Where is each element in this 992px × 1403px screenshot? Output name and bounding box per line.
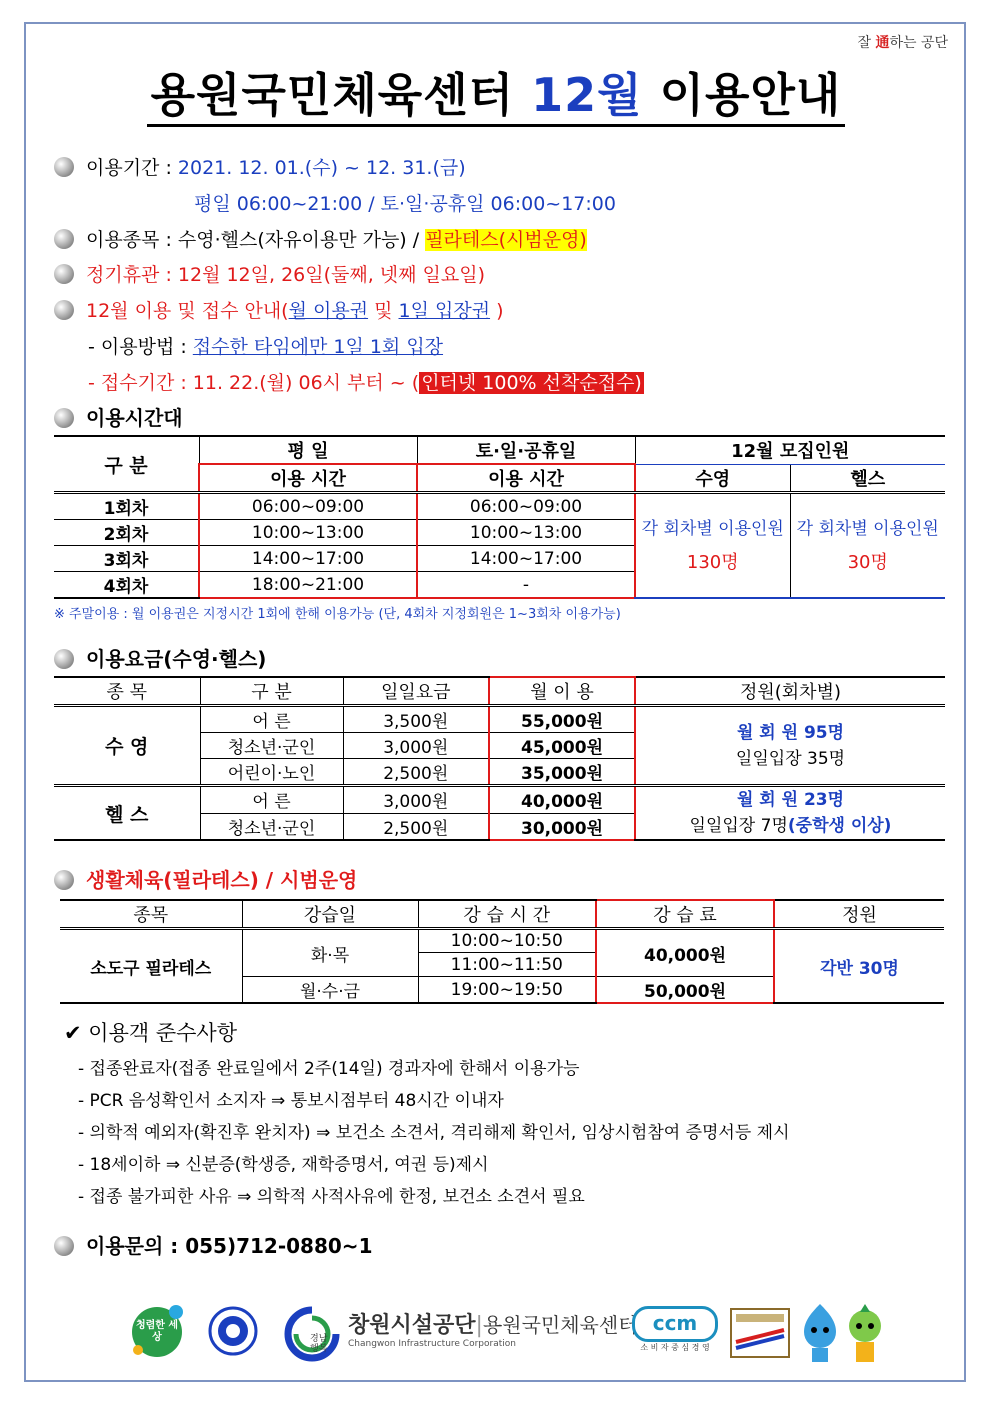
bullet-icon — [54, 157, 74, 177]
pilates-section-title: 생활체육(필라테스) / 시범운영 — [54, 864, 357, 893]
check-icon: ✔ — [64, 1021, 82, 1045]
gym-capacity: 월 회 원 23명 일일입장 7명(중학생 이상) — [635, 786, 945, 841]
fees-section-title: 이용요금(수영·헬스) — [54, 643, 266, 672]
table-row: 2회차 10:00~13:00 10:00~13:00 — [54, 520, 945, 546]
schedule-table — [54, 435, 945, 599]
org-logo: 창원시설공단|용원국민체육센터 Changwon Infrastructure Corporation — [348, 1313, 638, 1349]
hours-row: 평일 06:00~21:00 / 토·일·공휴일 06:00~17:00 — [194, 193, 616, 215]
header-recruit: 12월 모집인원 — [635, 436, 945, 464]
header-item: 종목 — [60, 900, 242, 929]
bullet-icon — [54, 408, 74, 428]
gym-recruit: 각 회차별 이용인원 30명 — [790, 493, 945, 599]
fees-table — [54, 676, 945, 841]
header-swim: 수영 — [635, 464, 790, 493]
header-time-weekend: 이용 시간 — [417, 464, 635, 493]
header-type: 구 분 — [200, 677, 343, 706]
rule-item: - 접종완료자(접종 완료일에서 2주(14일) 경과자에 한해서 이용가능 — [78, 1059, 580, 1079]
header-item: 종 목 — [54, 677, 200, 706]
header-weekday: 평 일 — [199, 436, 417, 464]
table-row: 4회차 18:00~21:00 - — [54, 572, 945, 599]
table-row: 수 영 어 른 3,500원 55,000원 월 회 원 95명 일일입장 35명 — [54, 706, 945, 733]
footer-logos — [0, 1300, 992, 1370]
page-title: 용원국민체육센터 12월 이용안내 — [0, 66, 992, 127]
header-gubun: 구 분 — [54, 436, 199, 493]
registration-row: - 접수기간 : 11. 22.(월) 06시 부터 ~ ( 인터넷 100% 선착순접수) — [88, 372, 642, 394]
table-row: 청소년·군인 2,500원 30,000원 — [54, 813, 945, 840]
rule-item: - 18세이하 ⇒ 신분증(학생증, 재학증명서, 여권 등)제시 — [78, 1155, 489, 1175]
table-row: 소도구 필라테스 화·목 10:00~10:50 40,000원 각반 30명 — [60, 929, 944, 953]
table-row: 헬 스 어 른 3,000원 40,000원 월 회 원 23명 일일입장 7명(중학생 이상) — [54, 786, 945, 814]
contact: 이용문의 : 055)712-0880~1 — [54, 1230, 372, 1259]
certification-logo — [730, 1308, 790, 1358]
table-row: 1회차 06:00~09:00 06:00~09:00 각 회차별 이용인원 130명 각 회차별 이용인원 30명 — [54, 493, 945, 520]
rule-item: - 접종 불가피한 사유 ⇒ 의학적 사적사유에 한정, 보건소 소견서 필요 — [78, 1187, 585, 1207]
header-daily: 일일요금 — [343, 677, 489, 706]
header-weekend: 토·일·공휴일 — [417, 436, 635, 464]
gyeongnam-logo: 경남 행복 — [282, 1304, 342, 1362]
table-row: 11:00~11:50 — [60, 953, 944, 977]
swim-recruit: 각 회차별 이용인원 130명 — [635, 493, 790, 599]
closed-row: 정기휴관 : 12월 12일, 26일(둘째, 넷째 일요일) — [54, 260, 485, 287]
bullet-icon — [54, 870, 74, 890]
header-time-weekday: 이용 시간 — [199, 464, 417, 493]
table-row: 3회차 14:00~17:00 14:00~17:00 — [54, 546, 945, 572]
header-time: 강 습 시 간 — [418, 900, 596, 929]
swim-capacity: 월 회 원 95명 일일입장 35명 — [635, 706, 945, 786]
weekend-note: ※ 주말이용 : 월 이용권은 지정시간 1회에 한해 이용가능 (단, 4회차 지정회원은 1~3회차 이용가능) — [54, 607, 621, 622]
mascot-green-icon — [844, 1302, 886, 1364]
rules-title: ✔ 이용객 준수사항 — [64, 1021, 237, 1045]
header-capacity: 정원 — [774, 900, 944, 929]
header-day: 강습일 — [242, 900, 418, 929]
mascot-blue-icon — [800, 1302, 840, 1364]
method-row: - 이용방법 : 접수한 타임에만 1일 1회 입장 — [88, 336, 444, 358]
table-row: 월·수·금 19:00~19:50 50,000원 — [60, 977, 944, 1004]
header-capacity: 정원(회차별) — [635, 677, 945, 706]
bullet-icon — [54, 1236, 74, 1256]
header-gym: 헬스 — [790, 464, 945, 493]
apply-row: 12월 이용 및 접수 안내(월 이용권 및 1일 입장권 ) — [54, 296, 504, 323]
header-monthly: 월 이 용 — [489, 677, 635, 706]
schedule-section-title: 이용시간대 — [54, 402, 183, 431]
header-fee: 강 습 료 — [596, 900, 774, 929]
slogan: 잘 通하는 공단 — [857, 35, 948, 51]
bullet-icon — [54, 229, 74, 249]
rule-item: - PCR 음성확인서 소지자 ⇒ 통보시점부터 48시간 이내자 — [78, 1091, 504, 1111]
pilates-table — [60, 899, 944, 1004]
bullet-icon — [54, 264, 74, 284]
human-rights-logo — [208, 1306, 258, 1356]
ccm-logo: ccm 소 비 자 중 심 경 영 — [632, 1306, 718, 1358]
bullet-icon — [54, 649, 74, 669]
rule-item: - 의학적 예외자(확진후 완치자) ⇒ 보건소 소견서, 격리해제 확인서, 임상시험참여 증명서등 제시 — [78, 1123, 790, 1143]
period-row: 이용기간 : 2021. 12. 01.(수) ~ 12. 31.(금) — [54, 153, 466, 180]
table-row: 어린이·노인 2,500원 35,000원 — [54, 759, 945, 786]
items-row: 이용종목 : 수영·헬스(자유이용만 가능) / 필라테스(시범운영) — [54, 225, 587, 252]
table-row: 청소년·군인 3,000원 45,000원 — [54, 733, 945, 759]
integrity-logo: 청렴한 세상 — [128, 1302, 186, 1360]
bullet-icon — [54, 300, 74, 320]
